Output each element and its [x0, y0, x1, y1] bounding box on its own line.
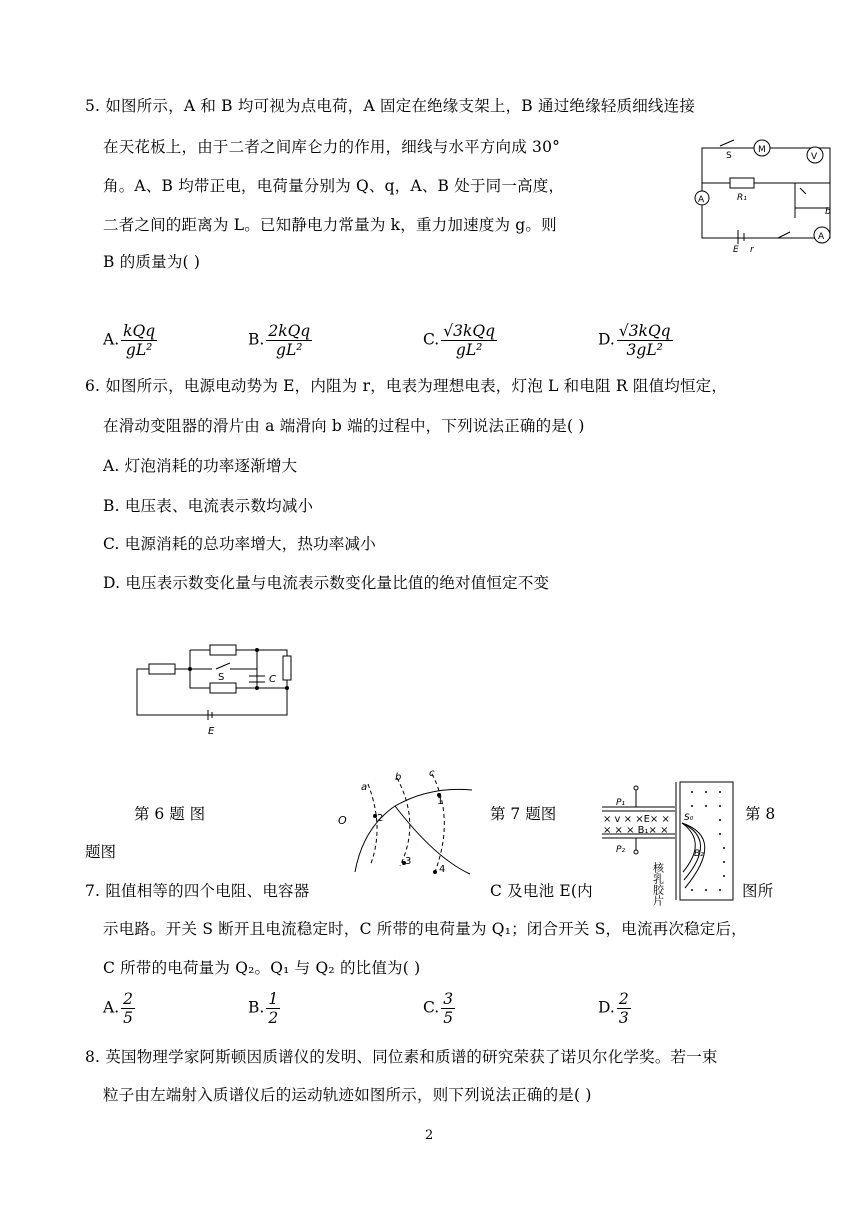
q5-line-1: 5. 如图所示，A 和 B 均可视为点电荷，A 固定在绝缘支架上，B 通过绝缘轻质细线连接 [85, 97, 696, 115]
q5-option-b[interactable]: B. $\frac{\text{2kQq}}{\text{gL²}}$ [248, 322, 311, 359]
point-o-label: O [338, 814, 347, 827]
line-c-label: c [429, 768, 435, 779]
q5-line-4: 二者之间的距离为 L。已知静电力常量为 k，重力加速度为 g。则 [103, 216, 557, 234]
field-row-2: × × × B₁× × [603, 825, 669, 836]
switch-s-label: S [726, 151, 732, 161]
resistor-r1-label: R₁ [737, 193, 747, 203]
circuit2-capacitor-label: C [269, 674, 276, 685]
slit-s0-label: S₀ [684, 813, 694, 823]
q6-choice-b[interactable]: B. 电压表、电流表示数均减小 [103, 497, 314, 515]
q6-choice-a[interactable]: A. 灯泡消耗的功率逐渐增大 [103, 457, 298, 475]
field-row-1: × v × ×E× × [603, 814, 670, 825]
q7-line-1b: C 及电池 E(内 [490, 882, 593, 900]
point-3-label: 3 [405, 856, 412, 867]
line-b-label: b [395, 772, 402, 783]
q5-line-5: B 的质量为( ) [103, 253, 201, 271]
q6-line-2: 在滑动变阻器的滑片由 a 端滑向 b 端的过程中，下列说法正确的是( ) [103, 417, 585, 435]
meter-a-label: A [698, 195, 705, 205]
plate-p2-label: P₂ [616, 845, 626, 855]
field-b2-label: B₂ [694, 849, 704, 859]
q8-line-1: 8. 英国物理学家阿斯顿因质谱仪的发明、同位素和质谱的研究荣获了诺贝尔化学奖。若一束 [85, 1048, 718, 1066]
source-e-label: E [733, 245, 739, 255]
q6-choice-c[interactable]: C. 电源消耗的总功率增大，热功率减小 [103, 535, 376, 553]
meter-a2-label: A [818, 232, 825, 242]
film-label: 核乳胶片 [651, 862, 665, 906]
q5-option-c[interactable]: C. $\frac{\text{√3kQq}}{\text{gL²}}$ [423, 322, 495, 359]
spectrometer-figure [600, 780, 740, 906]
q5-option-a[interactable]: A. $\frac{\text{kQq}}{\text{gL²}}$ [103, 322, 156, 359]
caption-fig-6: 第 6 题 图 [134, 805, 206, 823]
q5-line-3: 角。A、B 均带正电，电荷量分别为 Q、q，A、B 处于同一高度， [103, 177, 565, 195]
circuit2-source-label: E [208, 726, 215, 737]
q7-line-1a: 7. 阻值相等的四个电阻、电容器 [85, 882, 310, 900]
caption-fig-8-a: 第 8 [745, 805, 776, 823]
line-a-label: a [361, 782, 368, 793]
q7-line-3: C 所带的电荷量为 Q₂。Q₁ 与 Q₂ 的比值为( ) [103, 959, 421, 977]
plate-p1-label: P₁ [616, 798, 626, 808]
field-figure [335, 768, 480, 878]
q7-option-a[interactable]: A. $\frac{2}{5}$ [103, 990, 133, 1027]
q5-line-2: 在天花板上，由于二者之间库仑力的作用，细线与水平方向成 30° [103, 138, 561, 156]
q7-option-b[interactable]: B. $\frac{1}{2}$ [248, 990, 279, 1027]
circuit2-switch-label: S [218, 672, 225, 683]
point-2-label: 2 [377, 813, 384, 824]
meter-m-label: M [758, 145, 766, 155]
q7-option-c[interactable]: C. $\frac{3}{5}$ [423, 990, 454, 1027]
caption-fig-8-b: 题图 [85, 843, 117, 861]
meter-v-label: V [811, 152, 818, 162]
source-r-label: r [750, 245, 754, 255]
q5-option-d[interactable]: D. $\frac{\text{√3kQq}}{\text{3gL²}}$ [598, 322, 671, 359]
point-1-label: 1 [437, 796, 444, 807]
circuit-figure-1 [690, 128, 840, 258]
q7-line-1c: 图所 [742, 882, 774, 900]
q7-option-d[interactable]: D. $\frac{2}{3}$ [598, 990, 629, 1027]
circuit-figure-2 [132, 640, 302, 740]
q8-line-2: 粒子由左端射入质谱仪后的运动轨迹如图所示，则下列说法正确的是( ) [103, 1086, 592, 1104]
terminal-b-label: b [825, 207, 831, 217]
q7-line-2: 示电路。开关 S 断开且电流稳定时，C 所带的电荷量为 Q₁；闭合开关 S，电流再次稳定后， [103, 920, 747, 938]
q6-line-1: 6. 如图所示，电源电动势为 E，内阻为 r，电表为理想电表，灯泡 L 和电阻 R 阻值均恒定， [85, 377, 728, 395]
caption-fig-7: 第 7 题图 [490, 805, 557, 823]
q6-choice-d[interactable]: D. 电压表示数变化量与电流表示数变化量比值的绝对值恒定不变 [103, 574, 550, 592]
page-number: 2 [425, 1128, 434, 1143]
point-4-label: 4 [439, 864, 446, 875]
